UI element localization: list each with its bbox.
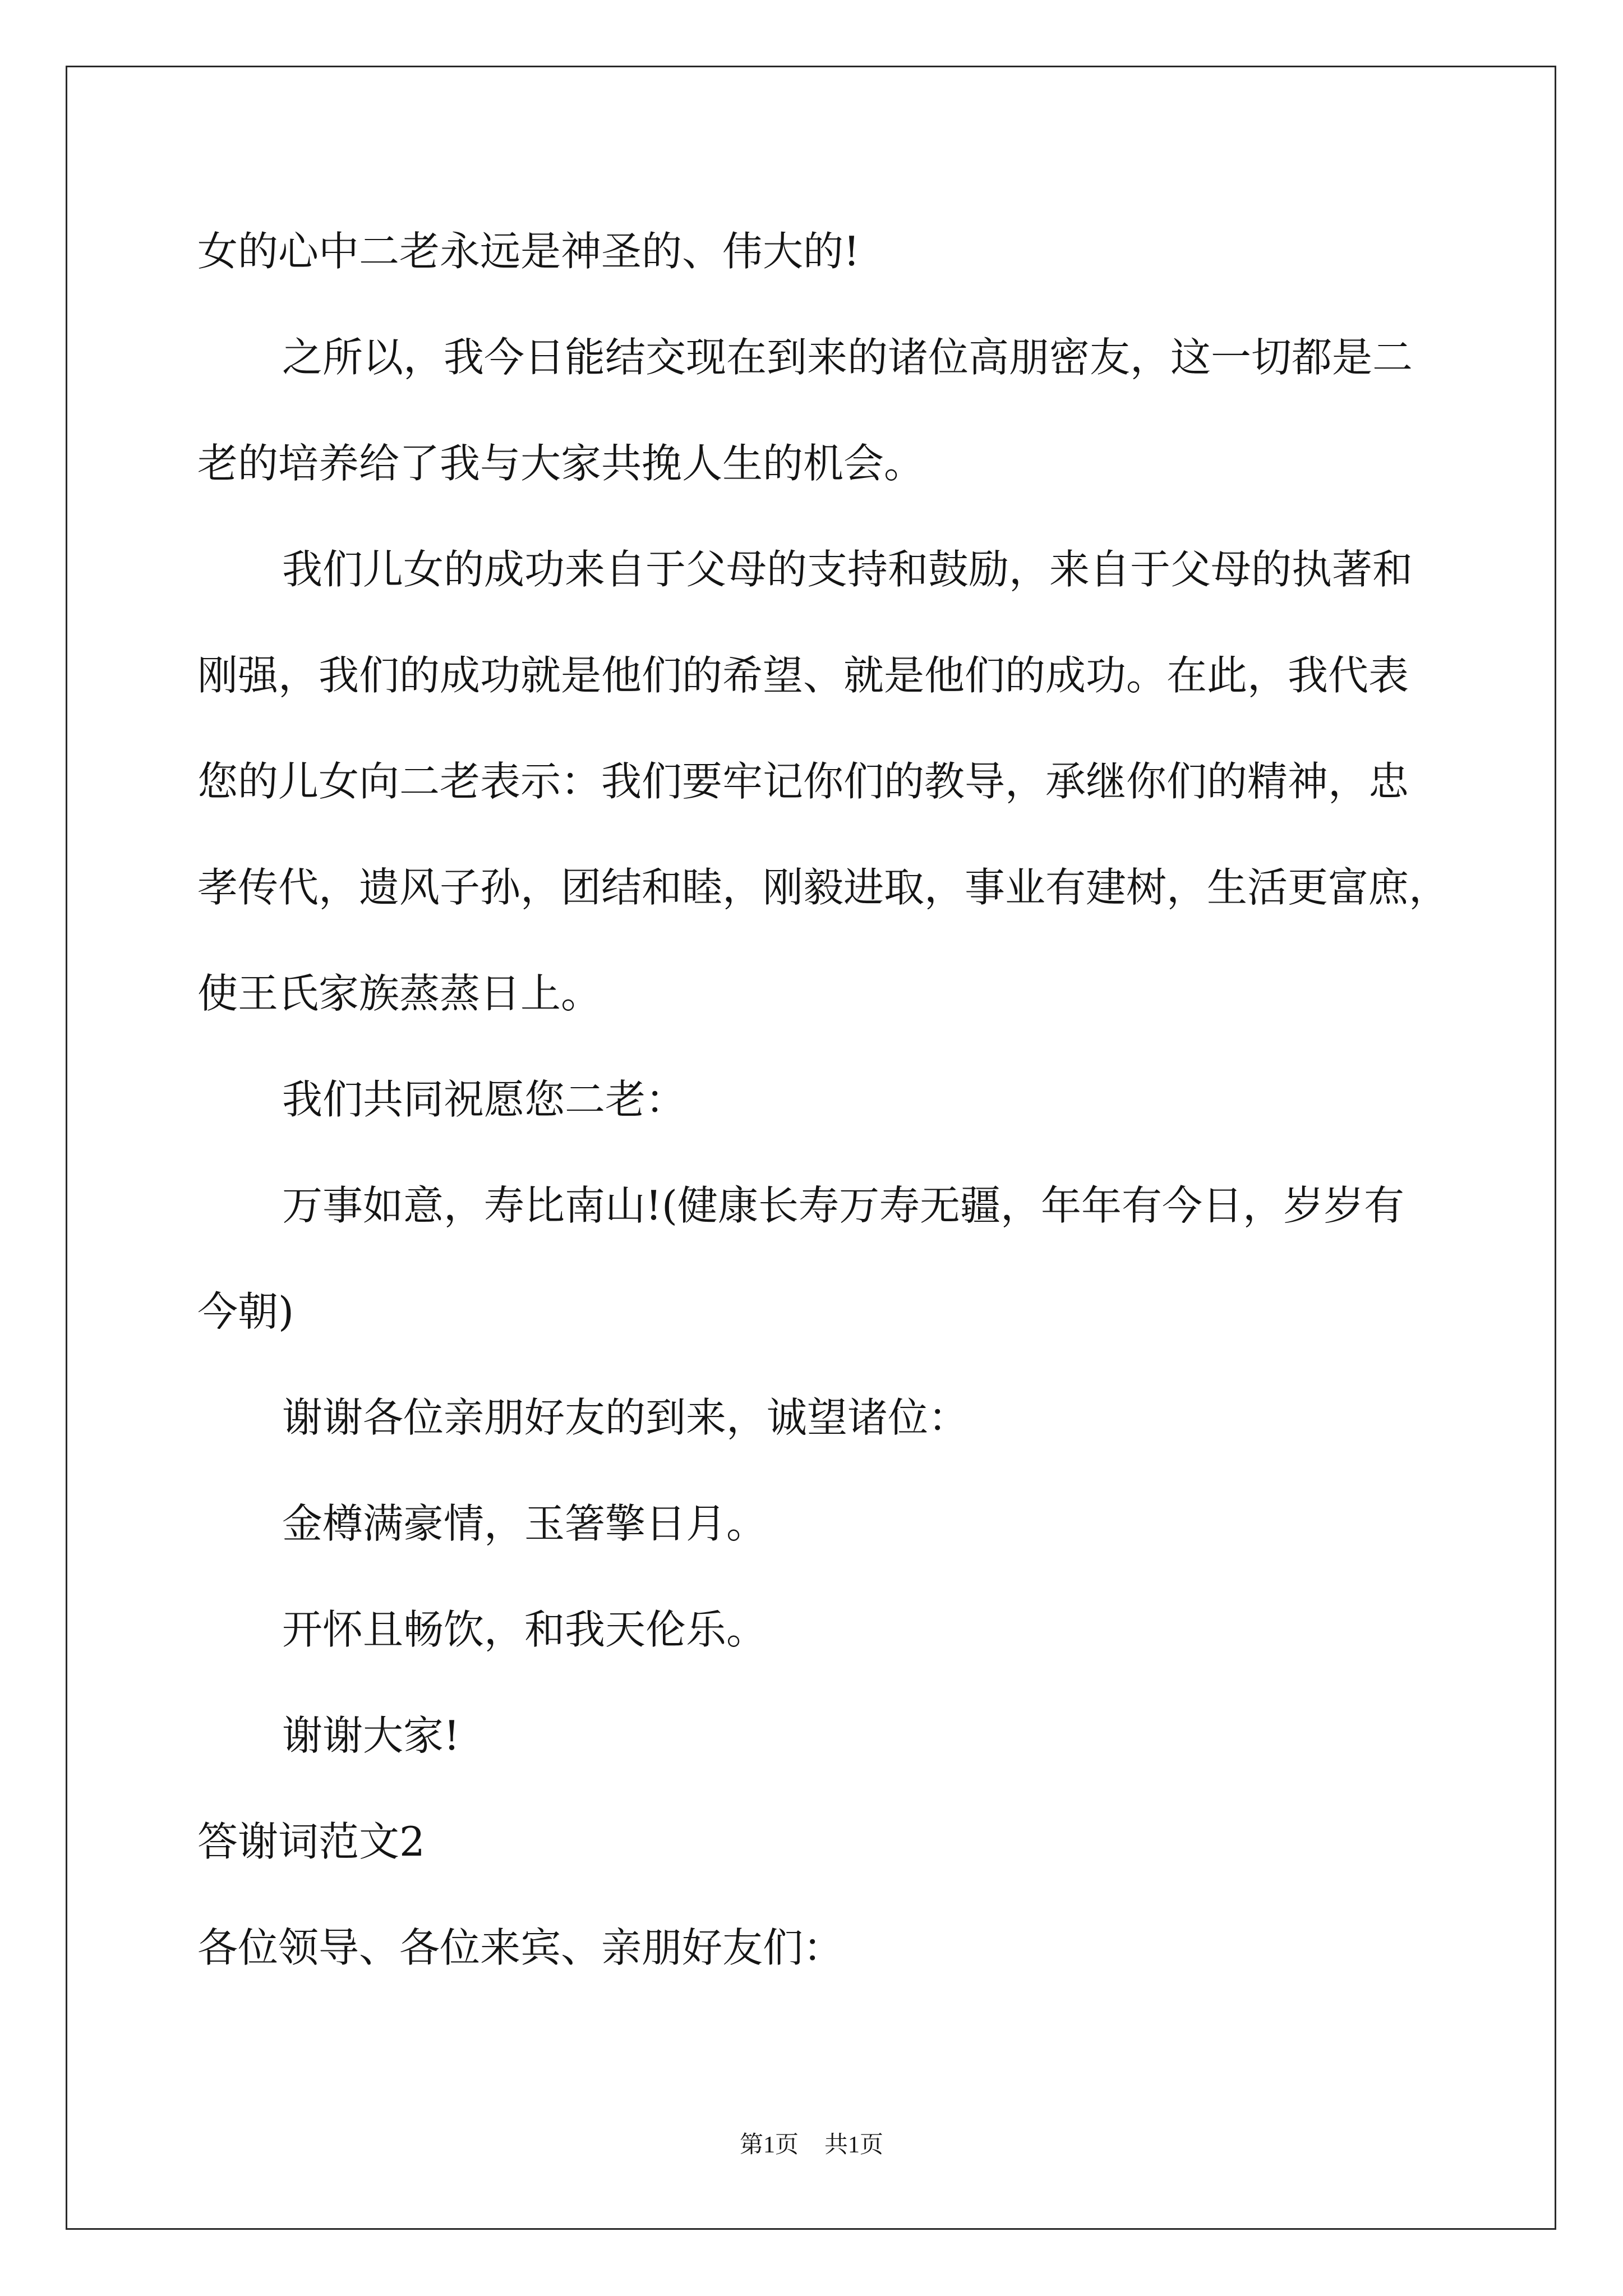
paragraph xyxy=(197,1153,1487,1365)
page-footer xyxy=(0,2131,1623,2159)
heading-text: 答谢词范文2 xyxy=(197,1818,425,1865)
text-line: 开怀且畅饮，和我天伦乐。 xyxy=(282,1606,767,1653)
text-line: 您的儿女向二老表示：我们要牢记你们的教导，承继你们的精神，忠 xyxy=(197,758,1409,805)
document-body xyxy=(197,199,1487,2001)
paragraph xyxy=(197,1683,1487,1789)
text-line: 今朝) xyxy=(197,1288,294,1335)
text-line: 之所以，我今日能结交现在到来的诸位高朋密友，这一切都是二 xyxy=(282,334,1413,381)
text-line: 老的培养给了我与大家共挽人生的机会。 xyxy=(197,440,925,487)
salutation xyxy=(197,1895,1487,2001)
text-line: 我们共同祝愿您二老： xyxy=(282,1076,686,1123)
text-line: 使王氏家族蒸蒸日上。 xyxy=(197,970,602,1017)
text-line: 谢谢大家! xyxy=(282,1712,460,1759)
text-line: 金樽满豪情，玉箸擎日月。 xyxy=(282,1500,767,1547)
paragraph-continuation xyxy=(197,199,1487,305)
text-line: 孝传代，遗风子孙，团结和睦，刚毅进取，事业有建树，生活更富庶， xyxy=(197,864,1450,911)
text-line: 刚强，我们的成功就是他们的希望、就是他们的成功。在此，我代表 xyxy=(197,652,1409,699)
paragraph xyxy=(197,305,1487,517)
page-total: 共1页 xyxy=(824,2132,884,2158)
section-heading xyxy=(197,1789,1487,1895)
text-line: 万事如意，寿比南山!(健康长寿万寿无疆，年年有今日，岁岁有 xyxy=(282,1182,1405,1229)
salutation-text: 各位领导、各位来宾、亲朋好友们： xyxy=(197,1924,844,1971)
paragraph xyxy=(197,1471,1487,1577)
page-number: 第1页 xyxy=(739,2132,799,2158)
text-line: 女的心中二老永远是神圣的、伟大的! xyxy=(197,228,860,275)
text-line: 我们儿女的成功来自于父母的支持和鼓励，来自于父母的执著和 xyxy=(282,546,1413,593)
text-line: 谢谢各位亲朋好友的到来，诚望诸位： xyxy=(282,1394,969,1441)
paragraph xyxy=(197,1365,1487,1471)
paragraph xyxy=(197,1047,1487,1153)
paragraph xyxy=(197,517,1487,1047)
paragraph xyxy=(197,1577,1487,1683)
